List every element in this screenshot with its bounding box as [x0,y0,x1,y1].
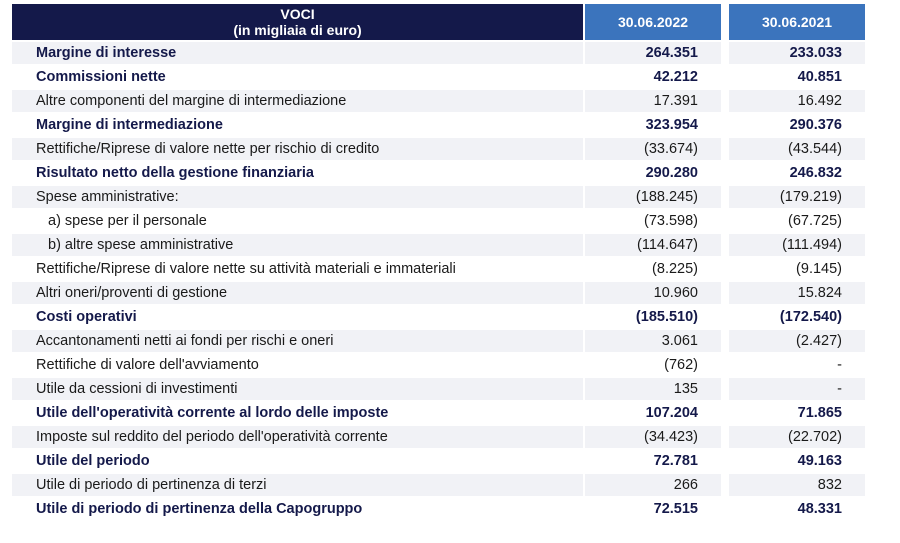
row-label: Risultato netto della gestione finanziaria [12,162,583,184]
table-row [12,162,865,184]
table-row [12,282,865,304]
row-label: Altre componenti del margine di intermediazione [12,90,583,112]
table-row [12,66,865,88]
table-row [12,138,865,160]
row-label: Utile del periodo [12,450,583,472]
table-row [12,474,865,496]
row-value-2021: - [729,378,865,400]
row-value-2022: (188.245) [585,186,721,208]
row-value-2022: 72.781 [585,450,721,472]
row-value-2022: 42.212 [585,66,721,88]
row-value-2021: (111.494) [729,234,865,256]
table-row [12,306,865,328]
row-value-2021: (9.145) [729,258,865,280]
row-value-2021: (179.219) [729,186,865,208]
table-row [12,402,865,424]
row-label: Utile da cessioni di investimenti [12,378,583,400]
row-label: Rettifiche/Riprese di valore nette su attività materiali e immateriali [12,258,583,280]
table-row [12,330,865,352]
row-value-2022: (33.674) [585,138,721,160]
row-label: Rettifiche di valore dell'avviamento [12,354,583,376]
row-label: Margine di interesse [12,42,583,64]
row-value-2022: (8.225) [585,258,721,280]
header-voci-unit: (in migliaia di euro) [233,22,362,38]
row-value-2021: (172.540) [729,306,865,328]
table-row [12,450,865,472]
row-value-2021: 71.865 [729,402,865,424]
table-row [12,114,865,136]
row-value-2022: 135 [585,378,721,400]
row-value-2022: 107.204 [585,402,721,424]
table-row [12,186,865,208]
row-label: Margine di intermediazione [12,114,583,136]
row-label: Utile di periodo di pertinenza della Capogruppo [12,498,583,520]
row-label: Utile di periodo di pertinenza di terzi [12,474,583,496]
row-value-2021: 290.376 [729,114,865,136]
row-value-2021: 15.824 [729,282,865,304]
row-value-2022: 290.280 [585,162,721,184]
table-row [12,498,865,520]
row-value-2021: 40.851 [729,66,865,88]
row-value-2022: (762) [585,354,721,376]
row-value-2021: (22.702) [729,426,865,448]
table-row [12,90,865,112]
row-value-2021: (43.544) [729,138,865,160]
row-label: Altri oneri/proventi di gestione [12,282,583,304]
row-value-2021: 16.492 [729,90,865,112]
row-value-2021: 832 [729,474,865,496]
table-row [12,210,865,232]
header-voci-title: VOCI [280,6,315,22]
row-label: Spese amministrative: [12,186,583,208]
row-value-2021: (67.725) [729,210,865,232]
header-col-2022: 30.06.2022 [585,4,721,40]
row-label: Utile dell'operatività corrente al lordo delle imposte [12,402,583,424]
row-value-2022: 10.960 [585,282,721,304]
row-value-2022: 323.954 [585,114,721,136]
table-header-row [12,4,865,40]
table-row [12,378,865,400]
row-value-2022: 266 [585,474,721,496]
row-value-2022: (114.647) [585,234,721,256]
table-row [12,258,865,280]
row-label: Commissioni nette [12,66,583,88]
row-value-2022: (73.598) [585,210,721,232]
row-value-2021: 49.163 [729,450,865,472]
table-row [12,426,865,448]
row-label: b) altre spese amministrative [12,234,583,256]
row-value-2022: (34.423) [585,426,721,448]
header-col-2021: 30.06.2021 [729,4,865,40]
row-label: a) spese per il personale [12,210,583,232]
row-value-2022: (185.510) [585,306,721,328]
row-value-2022: 72.515 [585,498,721,520]
header-voci [12,4,583,40]
row-value-2021: - [729,354,865,376]
row-value-2021: (2.427) [729,330,865,352]
table-row [12,42,865,64]
row-value-2022: 3.061 [585,330,721,352]
row-value-2021: 246.832 [729,162,865,184]
table-row [12,234,865,256]
row-label: Costi operativi [12,306,583,328]
row-label: Imposte sul reddito del periodo dell'operatività corrente [12,426,583,448]
table-row [12,354,865,376]
row-label: Rettifiche/Riprese di valore nette per rischio di credito [12,138,583,160]
row-value-2022: 264.351 [585,42,721,64]
row-label: Accantonamenti netti ai fondi per rischi e oneri [12,330,583,352]
row-value-2021: 233.033 [729,42,865,64]
row-value-2022: 17.391 [585,90,721,112]
income-statement-table [12,2,865,522]
row-value-2021: 48.331 [729,498,865,520]
